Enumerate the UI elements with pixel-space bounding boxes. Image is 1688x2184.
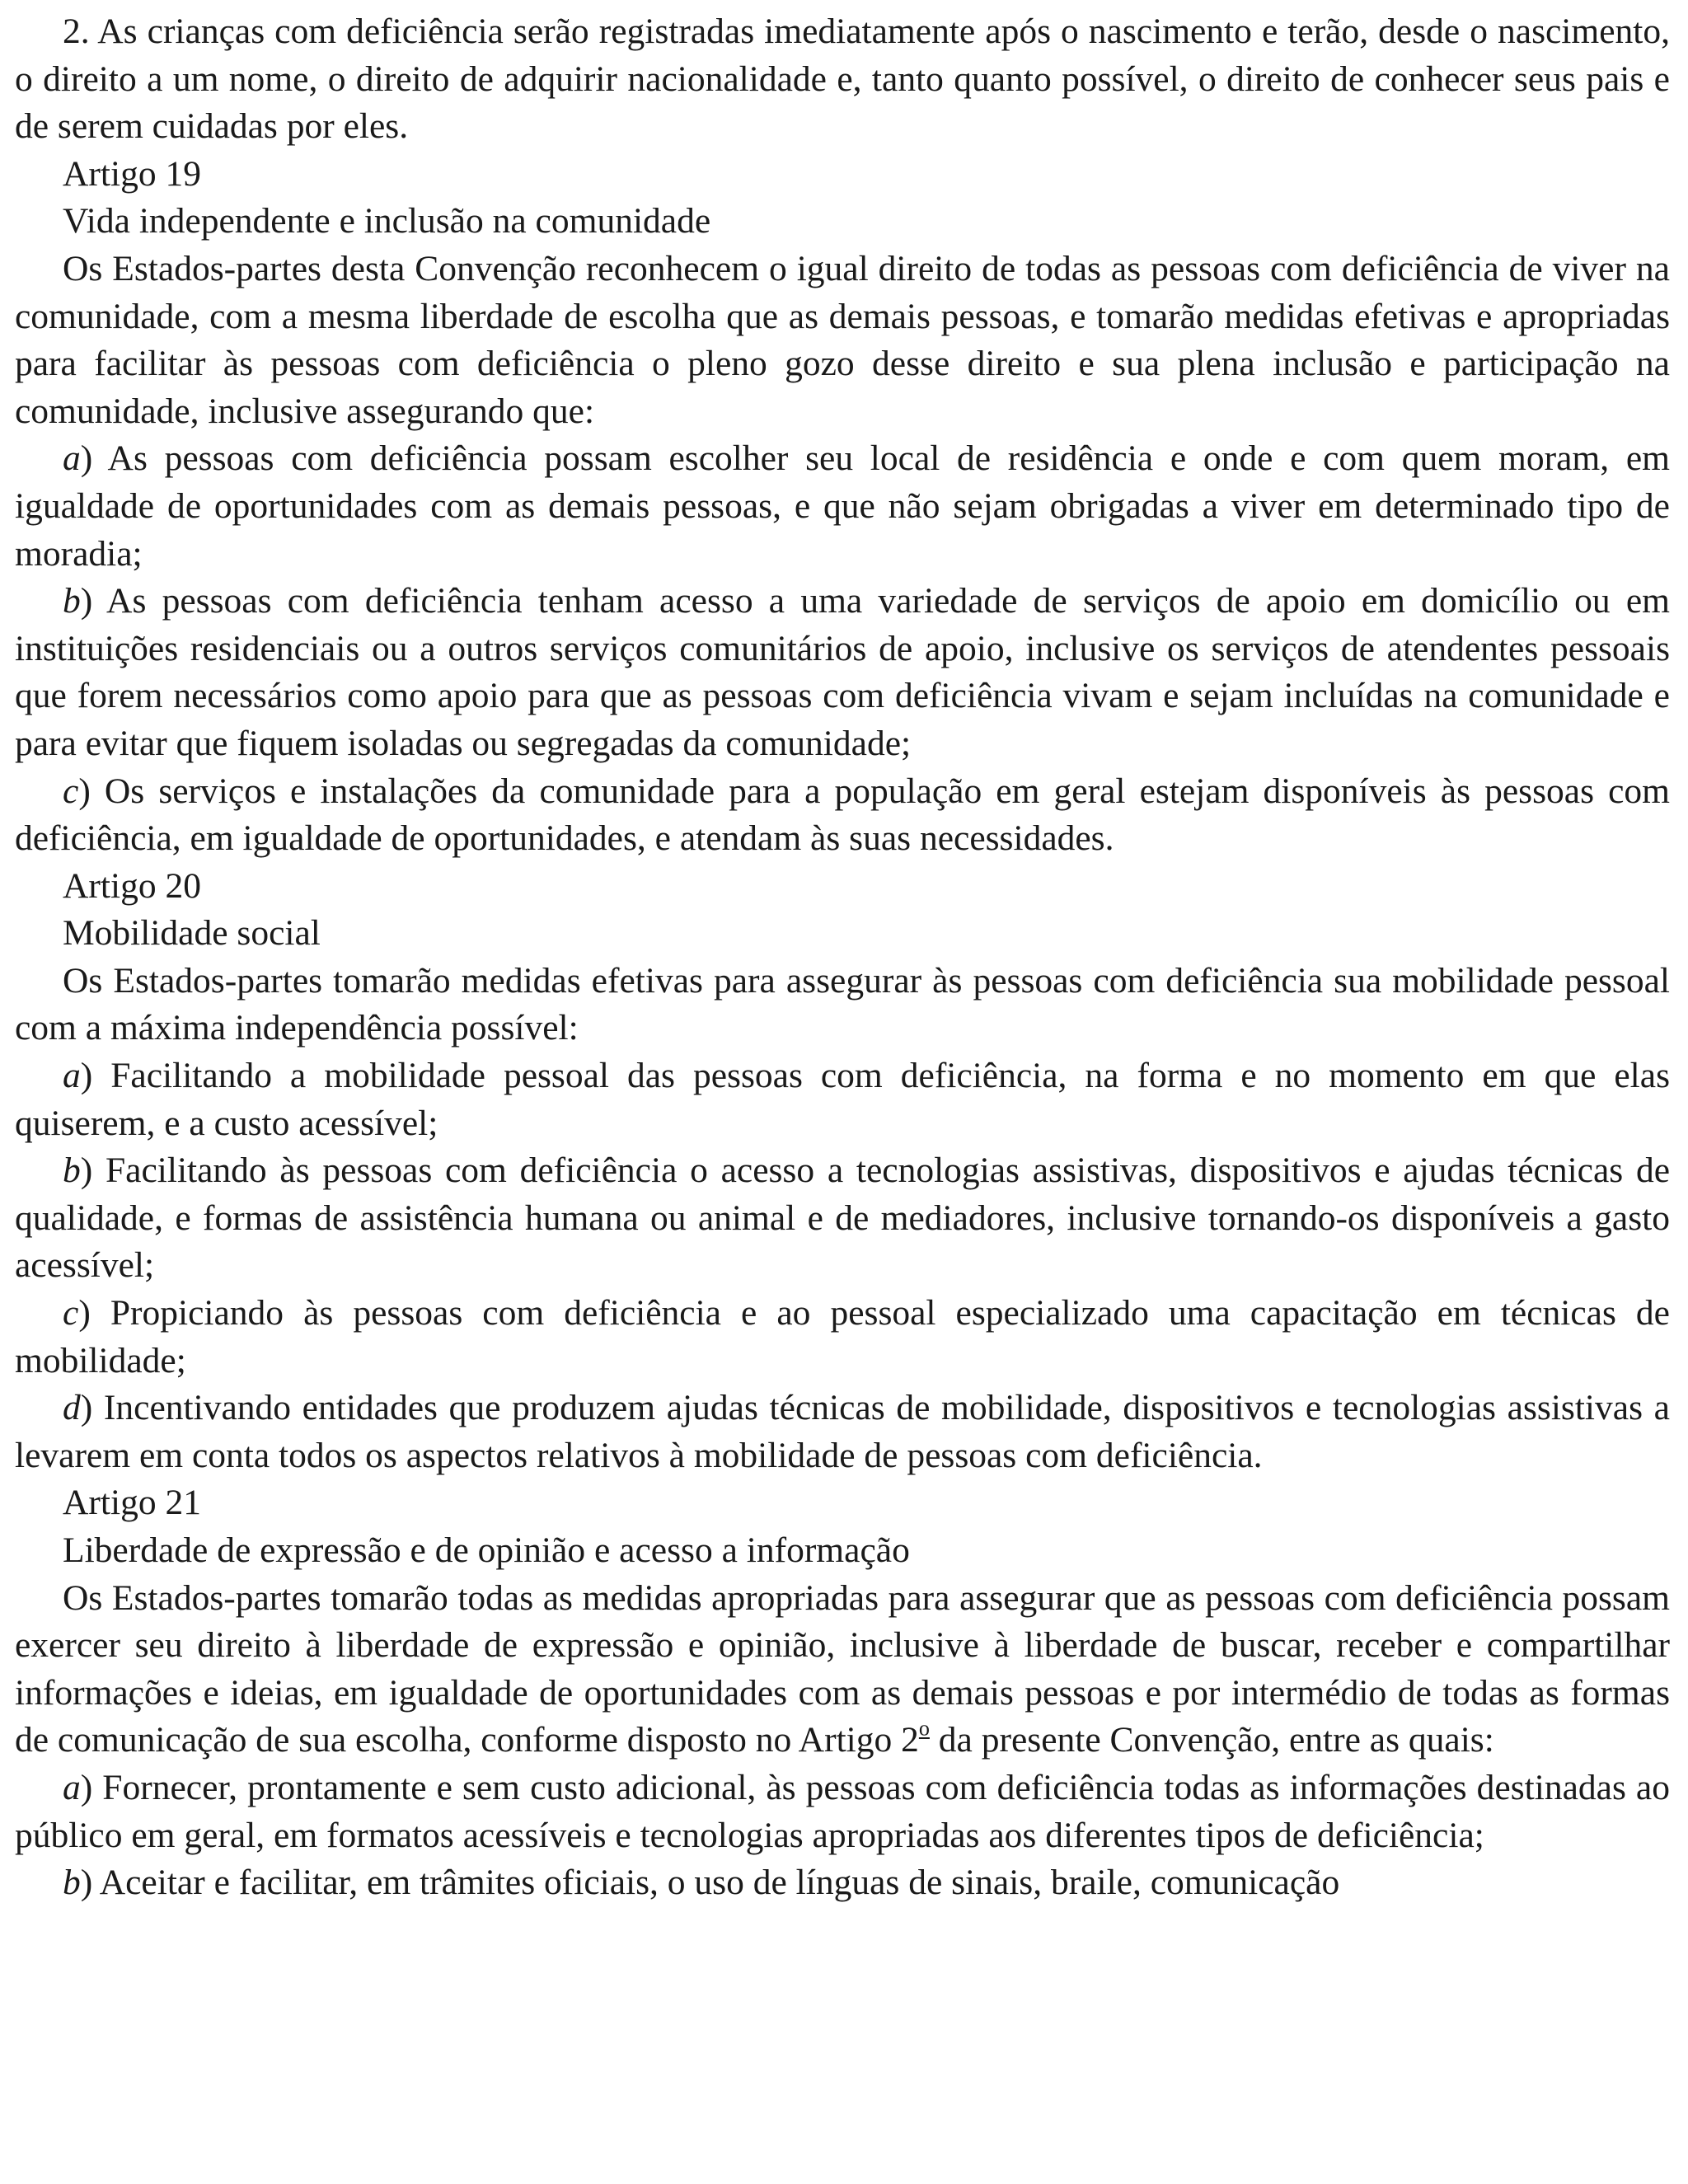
article-title-text: Liberdade de expressão e de opinião e acesso a informação (63, 1530, 910, 1570)
item-letter: d (63, 1388, 81, 1428)
article-20-number (15, 863, 1670, 911)
item-text: ) Os serviços e instalações da comunidade para a população em geral estejam disponíveis às pessoas com deficiência, em igualdade de oportunidades, e atendam às suas necessidades. (15, 771, 1670, 859)
article-20-item-b (15, 1147, 1670, 1290)
item-letter: a (63, 438, 81, 479)
item-text: ) Facilitando às pessoas com deficiência o acesso a tecnologias assistivas, dispositivos e ajudas técnicas de qualidade, e formas de assistência humana ou animal e de mediadores, inclusive tornando-os disponíveis a gasto acessível; (15, 1151, 1670, 1286)
item-letter: a (63, 1056, 81, 1096)
article-title-text: Vida independente e inclusão na comunidade (63, 201, 711, 241)
document-body (15, 8, 1670, 1907)
paragraph-text: Os Estados-partes desta Convenção reconhecem o igual direito de todas as pessoas com deficiência de viver na comunidade, com a mesma liberdade de escolha que as demais pessoas, e tomarão medidas efetivas e apropriadas para facilitar às pessoas com deficiência o pleno gozo desse direito e sua plena inclusão e participação na comunidade, inclusive assegurando que: (15, 248, 1670, 431)
item-text: ) Aceitar e facilitar, em trâmites oficiais, o uso de línguas de sinais, braile, comunicação (80, 1863, 1340, 1903)
item-letter: c (63, 1293, 79, 1333)
paragraph-text: 2. As crianças com deficiência serão registradas imediatamente após o nascimento e terão, desde o nascimento, o direito a um nome, o direito de adquirir nacionalidade e, tanto quanto possível, o direito de conhecer seus pais e de serem cuidadas por eles. (15, 12, 1670, 147)
item-letter: b (63, 581, 81, 621)
item-text: ) As pessoas com deficiência tenham acesso a uma variedade de serviços de apoio em domicílio ou em instituições residenciais ou a outros serviços comunitários de apoio, inclusive os serviços de atendentes pessoais que forem necessários como apoio para que as pessoas com deficiência vivam e sejam incluídas na comunidade e para evitar que fiquem isoladas ou segregadas da comunidade; (15, 581, 1670, 763)
article-21-intro (15, 1575, 1670, 1765)
item-letter: b (63, 1863, 81, 1903)
item-letter: c (63, 771, 79, 811)
article-number-text: Artigo 21 (63, 1483, 201, 1523)
article-19-item-c (15, 768, 1670, 863)
article-19-intro (15, 246, 1670, 435)
article-20-item-d (15, 1385, 1670, 1479)
item-text: ) Fornecer, prontamente e sem custo adicional, às pessoas com deficiência todas as informações destinadas ao público em geral, em formatos acessíveis e tecnologias apropriadas aos diferentes tipos de deficiência; (15, 1767, 1670, 1855)
paragraph-text-continued: da presente Convenção, entre as quais: (929, 1720, 1494, 1760)
item-text: ) As pessoas com deficiência possam escolher seu local de residência e onde e com quem moram, em igualdade de oportunidades com as demais pessoas, e que não sejam obrigadas a viver em determinado tipo de moradia; (15, 438, 1670, 574)
article-21-item-a (15, 1765, 1670, 1859)
article-21-item-b (15, 1859, 1670, 1907)
article-number-text: Artigo 19 (63, 153, 201, 194)
article-21-title (15, 1527, 1670, 1575)
paragraph-text: Os Estados-partes tomarão medidas efetivas para assegurar às pessoas com deficiência sua mobilidade pessoal com a máxima independência possível: (15, 960, 1670, 1048)
item-text: ) Propiciando às pessoas com deficiência e ao pessoal especializado uma capacitação em técnicas de mobilidade; (15, 1293, 1670, 1380)
article-19-item-a (15, 435, 1670, 578)
article-21-number (15, 1479, 1670, 1527)
article-20-item-c (15, 1290, 1670, 1385)
paragraph-text: Os Estados-partes tomarão todas as medidas apropriadas para assegurar que as pessoas com deficiência possam exercer seu direito à liberdade de expressão e opinião, inclusive à liberdade de buscar, receber e compartilhar informações e ideias, em igualdade de oportunidades com as demais pessoas e por intermédio de todas as formas de comunicação de sua escolha, conforme disposto no Artigo 2 (15, 1577, 1670, 1760)
article-19-title (15, 198, 1670, 246)
article-20-title (15, 910, 1670, 958)
article-20-item-a (15, 1052, 1670, 1147)
paragraph-art18-2 (15, 8, 1670, 151)
item-letter: b (63, 1151, 81, 1191)
ordinal-indicator: o (918, 1716, 930, 1741)
item-letter: a (63, 1767, 81, 1807)
article-number-text: Artigo 20 (63, 865, 201, 906)
item-text: ) Facilitando a mobilidade pessoal das pessoas com deficiência, na forma e no momento em que elas quiserem, e a custo acessível; (15, 1056, 1670, 1143)
article-19-item-b (15, 578, 1670, 767)
item-text: ) Incentivando entidades que produzem ajudas técnicas de mobilidade, dispositivos e tecnologias assistivas a levarem em conta todos os aspectos relativos à mobilidade de pessoas com deficiência. (15, 1388, 1670, 1475)
article-19-number (15, 151, 1670, 199)
article-20-intro (15, 958, 1670, 1052)
article-title-text: Mobilidade social (63, 913, 321, 954)
